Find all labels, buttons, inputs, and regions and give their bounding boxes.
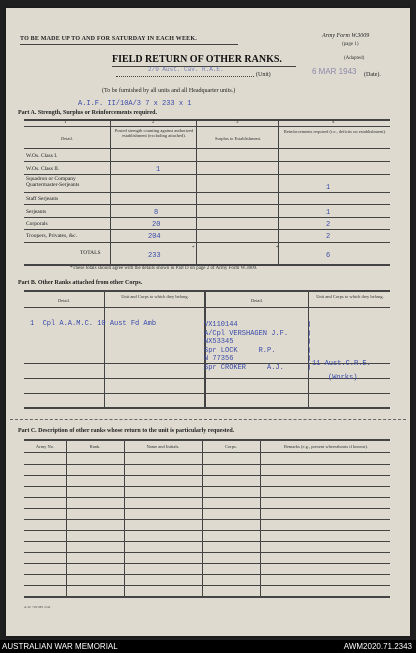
form-page [6,8,410,636]
unit-typed: 2/9 Aust. Cav. R.A.E. [148,66,224,73]
aif-reference: A.I.F. II/10A/3 7 x 233 x 1 [78,100,192,108]
page-number: (page 1) [342,42,359,47]
part-c-header-army-no: Army No. [35,444,55,449]
col-number-3: 3 [236,120,239,125]
archive-footer [0,640,416,653]
row-rule [24,192,390,193]
furnished-note: (To be furnished by all units and all Headquarter units.) [102,88,236,94]
right-entry: NX53345 [204,338,234,346]
qm-reinf-value: 1 [326,184,331,192]
part-c-bottom-rule [24,596,390,598]
part-b-header-rule [24,307,390,308]
totals-footnote: *These totals should agree with the details shown in Part D on page 2 of Army Form W.3009. [70,266,258,271]
serjeants-reinf-value: 1 [326,209,331,217]
footer-institution: AUSTRALIAN WAR MEMORIAL [2,642,118,651]
part-b-right-unit-works: (Works) [328,374,358,382]
part-b-header-unit-2: Unit and Corps to which they belong. [316,294,384,299]
row-rule [24,393,390,394]
right-entry: Spr LOCK R.P. [204,346,276,355]
right-entry: Spr CROKER A.J. [204,363,284,372]
part-c-header-rule [24,452,390,453]
part-c-row-rule [24,464,390,465]
part-c-header-remarks: Remarks (e.g., present whereabouts if known). [283,444,369,449]
part-c-row-rule [24,563,390,564]
corporals-reinf-value: 2 [326,221,331,229]
part-c-header-name: Name and Initials. [146,444,180,449]
made-up-notice: TO BE MADE UP TO AND FOR SATURDAY IN EACH WEEK. [20,36,197,42]
part-c-row-rule [24,519,390,520]
date-stamp: 6 MAR 1943 [312,67,357,76]
col-number-4: 4 [332,120,335,125]
date-label: (Date). [364,72,381,78]
part-c-title: Part C. Description of other ranks whose return to the unit is particularly requested. [18,428,235,434]
part-c-row-rule [24,541,390,542]
part-b-top-rule [24,290,390,292]
corporals-posted-value: 20 [152,221,161,229]
print-code: A.W. 720 MS 2/42 [24,605,51,609]
row-corporals: Corporals [26,221,48,227]
right-entry: A/Cpl VERSHAGEN J.F. [204,329,289,338]
part-a-numbers-rule [24,126,390,127]
part-b-header-unit-1: Unit and Corps to which they belong. [121,294,189,299]
header-surplus: Surplus to Establishment. [214,136,262,141]
part-c-row-rule [24,585,390,586]
part-b-bottom-rule [24,407,390,409]
right-entry: VX110144 [204,321,238,329]
troopers-posted-value: 204 [148,233,161,241]
part-b-left-entry: 1 Cpl A.A.M.C. 10 Aust Fd Amb [30,320,157,328]
row-rule [24,161,390,162]
row-serjeants: Serjeants [26,209,47,215]
bracket-marks: ) ) ) ) ) ) [307,321,312,372]
part-b-right-entries [204,321,288,372]
part-b-title: Part B. Other Ranks attached from other Corps. [18,280,143,286]
part-c-header-corps: Corps. [225,444,237,449]
row-troopers: Troopers, Privates, &c. [26,233,77,239]
totals-asterisk-2: * [276,246,279,251]
part-c-header-rank: Rank. [89,444,101,449]
adapted-note: (Adapted) [344,56,365,61]
row-rule [24,217,390,218]
troopers-reinf-value: 2 [326,233,331,241]
totals-asterisk-1: * [192,246,195,251]
row-rule [24,174,390,175]
part-a-title: Part A. Strength, Surplus or Reinforcements required. [18,110,157,116]
perforation-line [10,419,406,420]
wo2-posted-value: 1 [156,166,161,174]
part-c-row-rule [24,552,390,553]
row-wo-class-1: W.Os. Class I. [26,153,58,159]
part-c-row-rule [24,475,390,476]
totals-label: TOTALS [80,250,101,256]
part-b-header-detail-2: Detail. [250,298,264,303]
col-number-2: 2 [152,120,155,125]
totals-reinf-value: 6 [326,252,331,260]
serjeants-posted-value: 8 [154,209,159,217]
part-c-top-rule [24,439,390,441]
row-quartermaster: Squadron or Company Quartermaster-Serjeants [26,176,80,188]
row-rule [24,204,390,205]
header-posted-strength: Posted strength counting against authorized establishment (excluding attached). [114,128,194,138]
unit-dotted-line [116,76,254,77]
form-title: FIELD RETURN OF OTHER RANKS. [112,54,282,65]
row-staff-serjeants: Staff Serjeants [26,196,59,202]
part-a-top-rule [24,119,390,121]
made-up-underline [20,44,238,45]
part-b-right-unit: 11 Aust.C.R.E. [312,360,371,368]
row-wo-class-2: W.Os. Class II. [26,166,60,172]
col-number-1: 1 [64,120,67,125]
part-c-row-rule [24,508,390,509]
army-form-number: Army Form W.3009 [322,33,370,39]
footer-accession-number: AWM2020.71.2343 [343,642,412,651]
right-entry: N 77356 [204,355,234,363]
totals-posted-value: 233 [148,252,161,260]
row-rule [24,242,390,243]
row-rule [24,229,390,230]
part-c-row-rule [24,486,390,487]
part-c-row-rule [24,574,390,575]
unit-label: (Unit) [256,72,271,78]
header-detail: Detail. [60,136,74,141]
part-b-header-detail-1: Detail. [57,298,71,303]
part-c-row-rule [24,497,390,498]
part-c-row-rule [24,530,390,531]
header-reinforcements: Reinforcements required (i.e., deficits on establishment). [283,129,387,134]
part-a-header-rule [24,148,390,149]
